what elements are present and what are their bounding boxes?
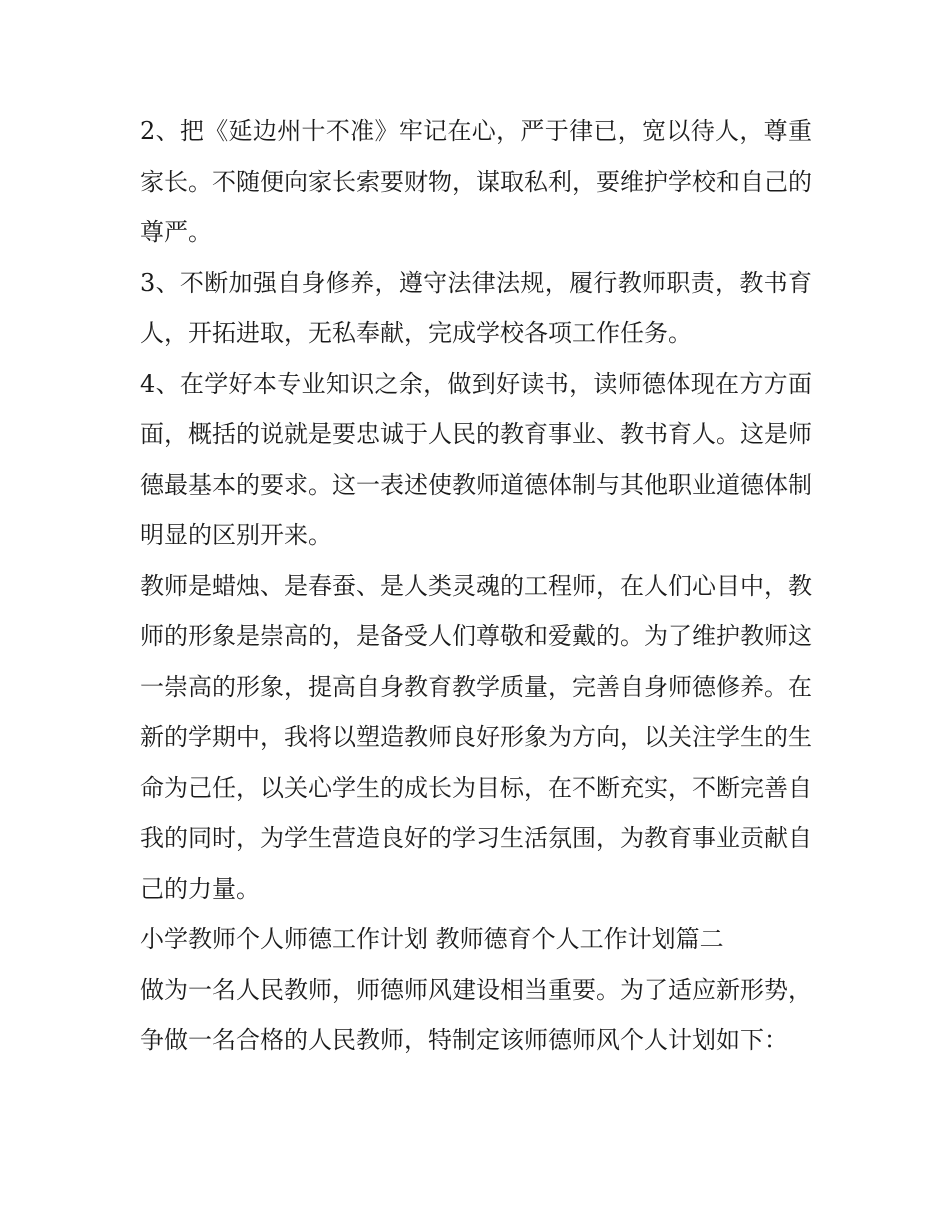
paragraph-item-4: 4、在学好本专业知识之余，做到好读书，读师德体现在方方面面，概括的说就是要忠诚于人民的教育事业、教书育人。这是师德最基本的要求。这一表述使教师道德体制与其他职业道德体制明显的区别开来。 [140,369,812,549]
paragraph-teacher-image: 教师是蜡烛、是春蚕、是人类灵魂的工程师，在人们心目中，教师的形象是崇高的，是备受人们尊敬和爱戴的。为了维护教师这一崇高的形象，提高自身教育教学质量，完善自身师德修养。在新的学期中，我将以塑造教师良好形象为方向，以关注学生的生命为己任，以关心学生的成长为目标，在不断充实，不断完善自我的同时，为学生营造良好的学习生活氛围，为教育事业贡献自己的力量。 [140,571,812,903]
document-body [140,106,812,1066]
paragraph-intro: 做为一名人民教师，师德师风建设相当重要。为了适应新形势，争做一名合格的人民教师，特制定该师德师风个人计划如下： [140,975,812,1054]
paragraph-item-2: 2、把《延边州十不准》牢记在心，严于律已，宽以待人，尊重家长。不随便向家长索要财物，谋取私利，要维护学校和自己的尊严。 [140,117,812,246]
paragraph-item-3: 3、不断加强自身修养，遵守法律法规，履行教师职责，教书育人，开拓进取，无私奉献，完成学校各项工作任务。 [140,268,812,347]
section-title: 小学教师个人师德工作计划 教师德育个人工作计划篇二 [140,925,724,953]
